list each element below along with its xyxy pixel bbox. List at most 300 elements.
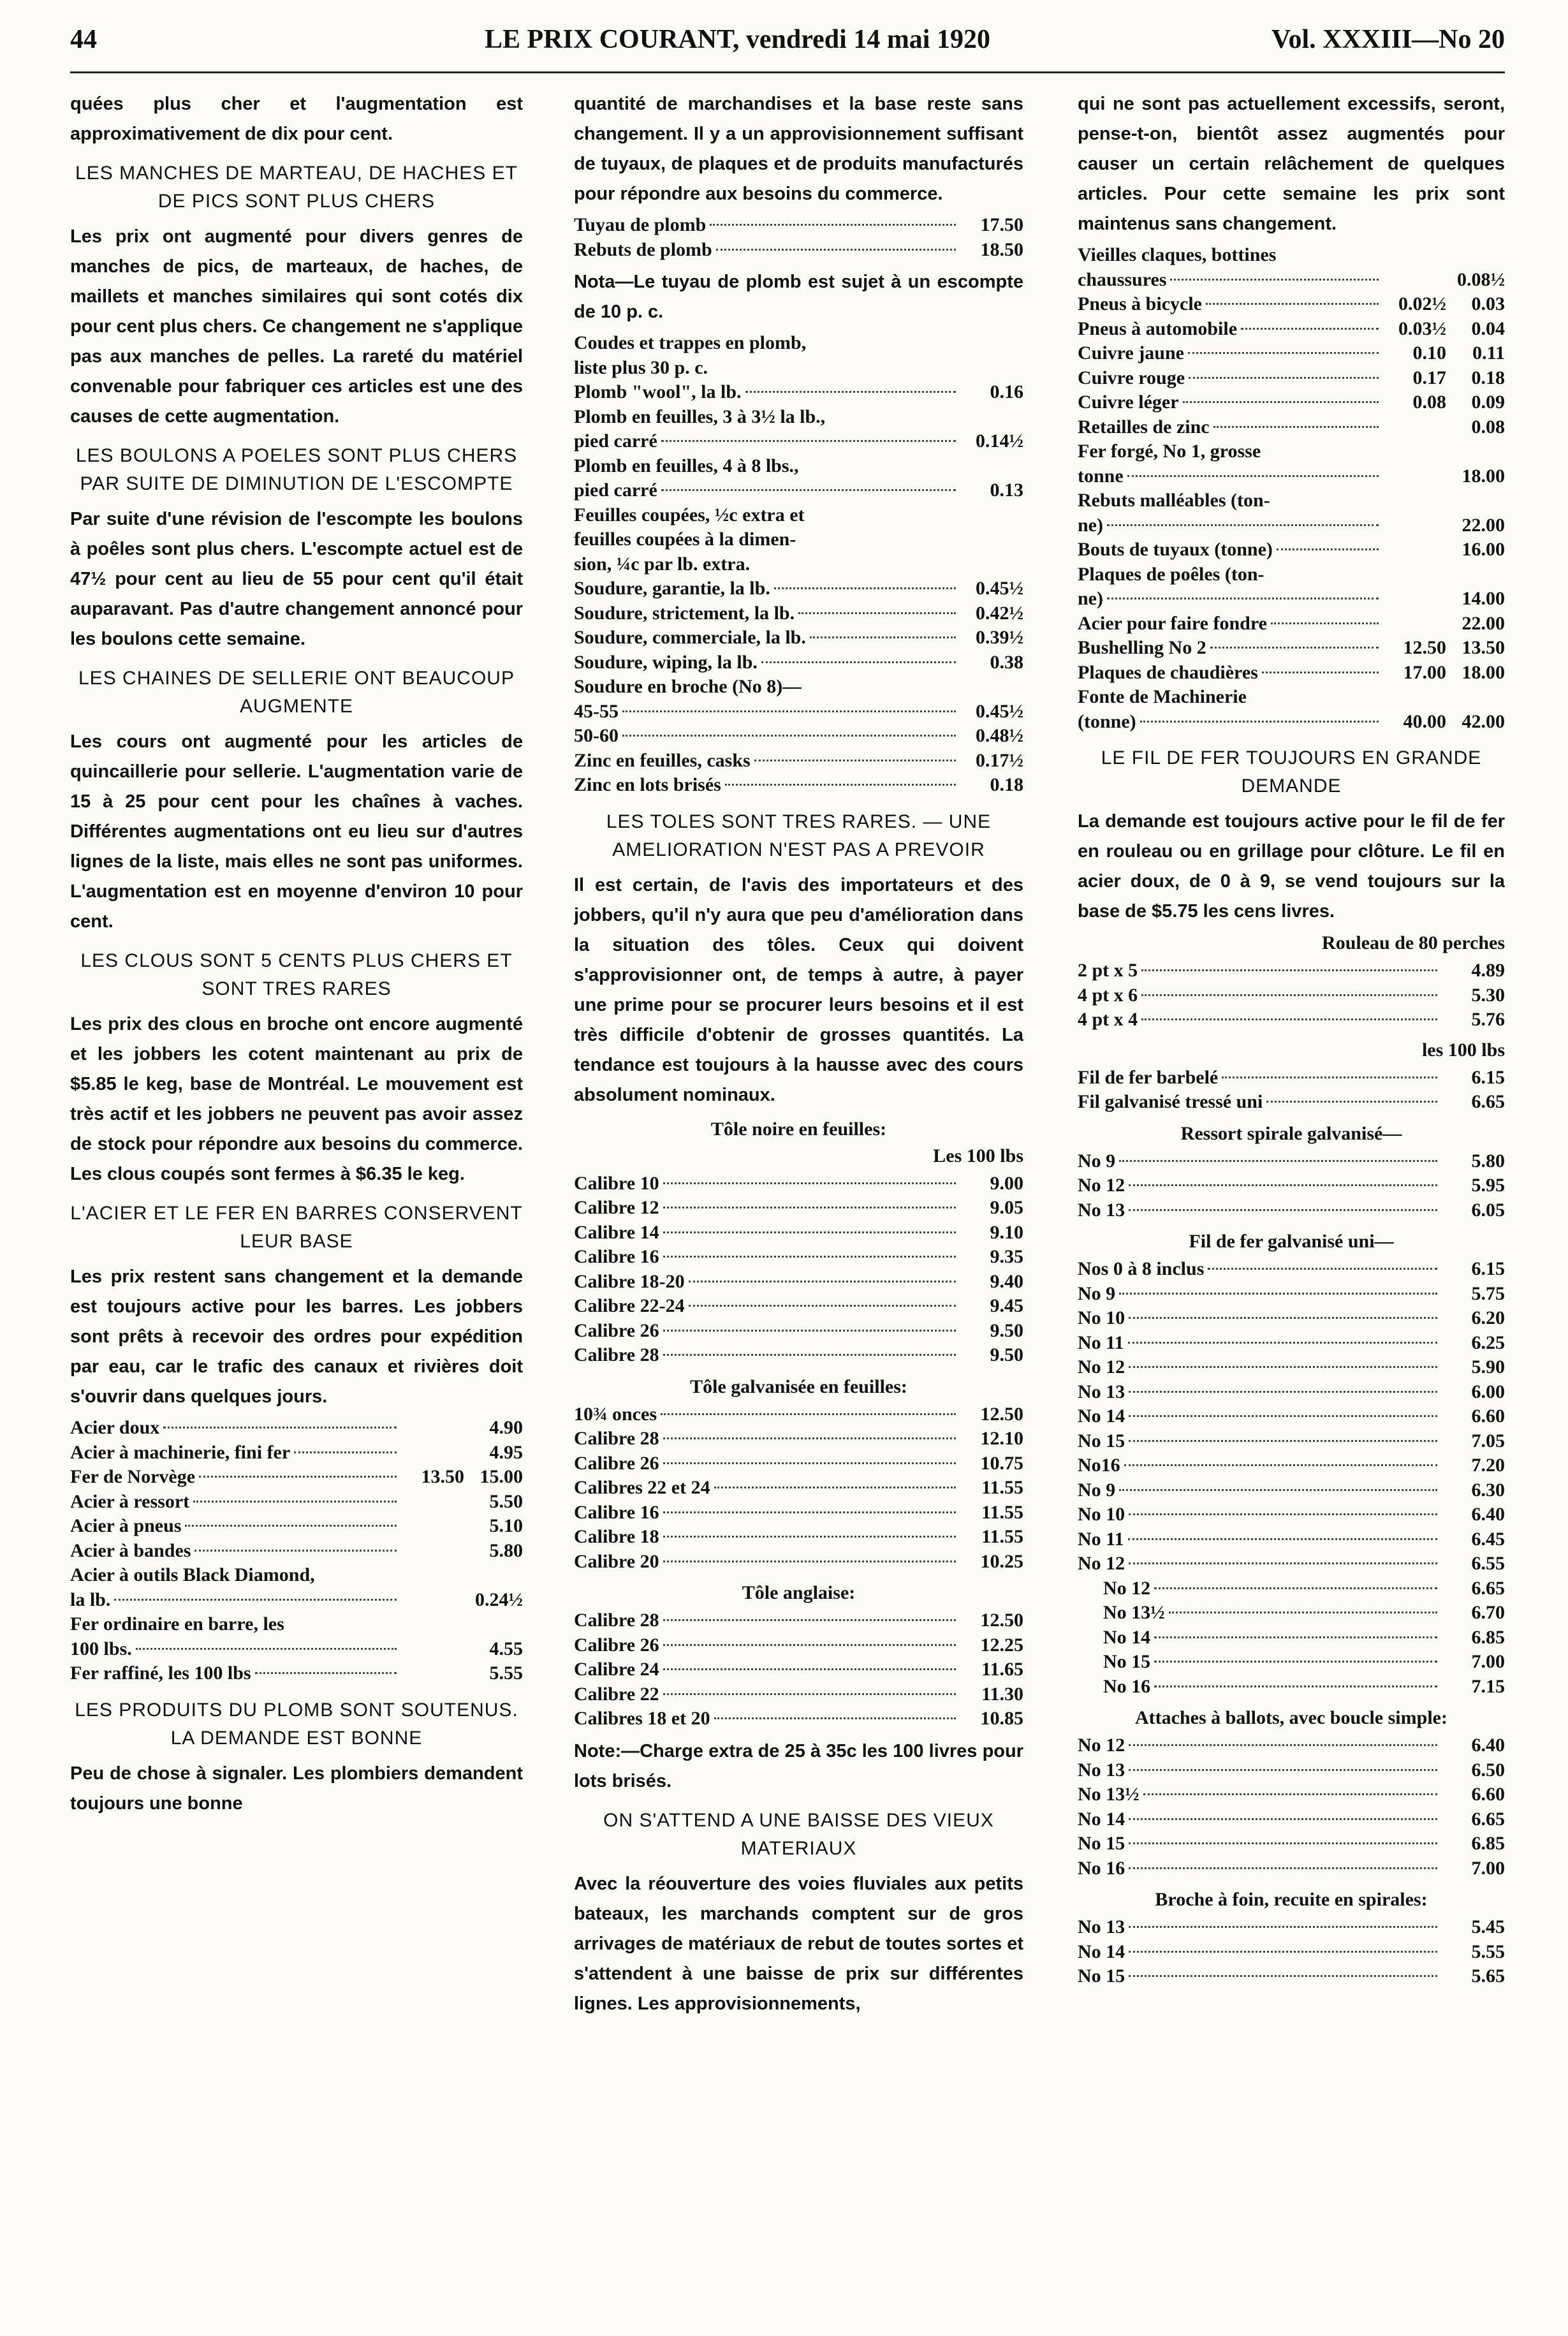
item-label: No 12 [1078, 1175, 1125, 1196]
leader-dots [1129, 1842, 1437, 1844]
item-label: Calibre 22 [574, 1683, 659, 1705]
item-label: Calibre 24 [574, 1659, 659, 1680]
price-value: 6.60 [1471, 1406, 1505, 1427]
price-row [1078, 710, 1505, 735]
page-number: 44 [70, 25, 97, 54]
price-value: 0.16 [990, 381, 1023, 402]
price-value: 5.75 [1471, 1282, 1505, 1304]
leader-dots [1119, 1160, 1437, 1162]
article-heading: L'ACIER ET LE FER EN BARRES CONSERVENT LEUR BASE [70, 1203, 523, 1252]
price-value-2: 15.00 [480, 1466, 523, 1487]
item-label: Acier pour faire fondre [1078, 612, 1267, 634]
price-value-2: 0.11 [1472, 342, 1505, 364]
price-value: 6.65 [1471, 1577, 1505, 1599]
item-label: Calibre 16 [574, 1501, 659, 1523]
leader-dots [810, 636, 956, 638]
item-label: No 12 [1078, 1735, 1125, 1756]
price-row [1078, 1404, 1505, 1429]
price-row [1078, 983, 1505, 1008]
table-subtitle: Tôle noire en feuilles: [710, 1118, 887, 1140]
price-value: 9.40 [990, 1270, 1023, 1292]
price-value: 12.50 [980, 1403, 1023, 1425]
price-row [574, 356, 1023, 381]
leader-dots [663, 1511, 956, 1513]
item-label: Calibre 20 [574, 1550, 659, 1572]
article-heading: LES CLOUS SONT 5 CENTS PLUS CHERS ET SONT TRES RARES [80, 950, 513, 999]
item-label: No 9 [1078, 1282, 1116, 1304]
price-row [574, 1294, 1023, 1319]
leader-dots [1129, 1209, 1437, 1211]
page-header [70, 24, 1505, 69]
item-label: Acier à machinerie, fini fer [70, 1441, 291, 1463]
item-label: No 13 [1078, 1759, 1125, 1781]
item-label: Calibre 28 [574, 1428, 659, 1449]
price-value: 0.10 [1412, 342, 1446, 364]
price-value-2: 4.95 [489, 1441, 523, 1463]
price-row [574, 331, 1023, 356]
item-label: Vieilles claques, bottines [1078, 244, 1277, 265]
leader-dots [1141, 994, 1437, 996]
price-row [70, 1416, 523, 1441]
item-label: Calibre 18-20 [574, 1270, 685, 1292]
price-row [574, 1657, 1023, 1682]
item-label: ne) [1078, 514, 1103, 536]
leader-dots [194, 1550, 397, 1552]
leader-dots [1154, 1686, 1437, 1687]
table-subtitle: Broche à foin, recuite en spirales: [1155, 1889, 1428, 1910]
leader-dots [1129, 1867, 1437, 1869]
leader-dots [1107, 598, 1379, 599]
price-row [574, 454, 1023, 479]
price-table-fil [1078, 959, 1505, 1032]
price-value: 6.05 [1471, 1199, 1505, 1221]
price-row [1078, 587, 1505, 612]
item-label: Fer forgé, No 1, grosse [1078, 441, 1261, 462]
price-row [1078, 1552, 1505, 1576]
leader-dots [622, 735, 956, 737]
price-row [1078, 1198, 1505, 1223]
price-table-attaches [1078, 1733, 1505, 1881]
leader-dots [1154, 1636, 1437, 1638]
price-row [574, 1245, 1023, 1270]
price-row [70, 1539, 523, 1564]
leader-dots [1129, 1951, 1437, 1953]
price-table-tole-galvanisee [574, 1402, 1023, 1575]
price-value-2: 14.00 [1462, 588, 1505, 609]
item-label: ne) [1078, 588, 1103, 609]
price-value: 9.35 [990, 1246, 1023, 1267]
price-value: 9.50 [990, 1319, 1023, 1341]
item-label: Tuyau de plomb [574, 214, 707, 235]
price-row [1078, 1380, 1505, 1405]
price-table-plomb [574, 213, 1023, 262]
unit-label: Les 100 lbs [933, 1145, 1023, 1166]
item-label: No 12 [1103, 1577, 1151, 1599]
price-value-2: 18.00 [1462, 465, 1505, 487]
leader-dots [689, 1305, 956, 1307]
leader-dots [1141, 969, 1437, 971]
price-value: 0.03½ [1398, 318, 1446, 339]
price-value: 7.00 [1471, 1857, 1505, 1879]
price-row [574, 552, 1023, 577]
paragraph: Les cours ont augmenté pour les articles de quincaillerie pour sellerie. L'augmentation varie de 15 à 25 pour cent pour les chaînes à vaches. Différentes augmentations ont eu lieu sur d'autres lignes de la liste, mais elles ne sont pas uniformes. L'augmentation est en moyenne d'environ 10 pour cent. [70, 731, 523, 932]
price-row [574, 650, 1023, 675]
price-value-2: 22.00 [1462, 612, 1505, 634]
leader-dots [1183, 401, 1379, 403]
leader-dots [1140, 721, 1379, 723]
price-value-2: 5.80 [489, 1539, 523, 1561]
header-rule [70, 71, 1505, 73]
price-value: 11.55 [981, 1477, 1023, 1498]
price-row [1078, 366, 1505, 391]
price-value: 5.55 [1471, 1941, 1505, 1962]
item-label: 4 pt x 4 [1078, 1009, 1138, 1030]
item-label: No 16 [1103, 1675, 1151, 1697]
item-label: No 12 [1078, 1553, 1125, 1574]
item-label: Fil galvanisé tressé uni [1078, 1091, 1263, 1112]
item-label: No 10 [1078, 1307, 1125, 1328]
item-label: Calibre 28 [574, 1610, 659, 1631]
price-value: 9.50 [990, 1344, 1023, 1365]
item-label: Calibres 22 et 24 [574, 1477, 710, 1498]
leader-dots [1128, 1342, 1437, 1344]
leader-dots [1206, 303, 1379, 305]
item-label: Fil de fer barbelé [1078, 1066, 1219, 1088]
item-label: Calibre 28 [574, 1344, 659, 1365]
price-row [1078, 538, 1505, 562]
price-row [70, 1588, 523, 1613]
leader-dots [754, 760, 956, 761]
price-row [1078, 685, 1505, 710]
leader-dots [774, 587, 956, 589]
price-row [1078, 390, 1505, 415]
item-label: No 14 [1078, 1941, 1125, 1962]
leader-dots [663, 1644, 956, 1646]
paragraph: Il est certain, de l'avis des importateurs et des jobbers, qu'il n'y aura que peu d'amélioration dans la situation des tôles. Ceux qui doivent s'approvisionner ont, de temps à autre, à payer une prime pour se procurer leurs besoins et il est très difficile d'obtenir de grosses quantités. La tendance est toujours à la hausse avec des cours absolument nominaux. [574, 874, 1023, 1105]
price-row [1078, 1856, 1505, 1881]
item-label: No 11 [1078, 1332, 1124, 1353]
item-label: Calibre 12 [574, 1197, 659, 1218]
price-row [70, 1661, 523, 1686]
newspaper-title: LE PRIX COURANT, vendredi 14 mai 1920 [485, 25, 990, 54]
item-label: Calibre 26 [574, 1634, 659, 1656]
volume-number: Vol. XXXIII—No 20 [1271, 25, 1505, 54]
price-row [1078, 1502, 1505, 1527]
item-label: liste plus 30 p. c. [574, 356, 708, 378]
leader-dots [1129, 1926, 1437, 1928]
leader-dots [185, 1525, 397, 1527]
price-value: 11.55 [981, 1526, 1023, 1547]
price-value: 5.80 [1471, 1150, 1505, 1172]
item-label: Plomb en feuilles, 4 à 8 lbs., [574, 455, 799, 476]
item-label: No16 [1078, 1455, 1120, 1476]
price-value: 5.90 [1471, 1356, 1505, 1377]
item-label: Calibre 16 [574, 1246, 659, 1267]
price-row [574, 1196, 1023, 1221]
leader-dots [1154, 1587, 1437, 1589]
price-value-2: 5.50 [489, 1490, 523, 1512]
price-value: 40.00 [1403, 710, 1446, 732]
price-row [1078, 612, 1505, 636]
leader-dots [1277, 548, 1379, 550]
leader-dots [1129, 1440, 1437, 1442]
leader-dots [1129, 1562, 1437, 1564]
leader-dots [1222, 1076, 1437, 1078]
leader-dots [1129, 1513, 1437, 1515]
leader-dots [663, 1231, 956, 1233]
item-label: Soudure en broche (No 8)— [574, 676, 802, 697]
item-label: feuilles coupées à la dimen- [574, 529, 796, 550]
item-label: Calibre 18 [574, 1526, 659, 1547]
item-label: Soudure, garantie, la lb. [574, 578, 770, 599]
article-heading: LES TOLES SONT TRES RARES. — UNE AMELIORATION N'EST PAS A PREVOIR [606, 811, 992, 860]
price-value: 0.45½ [976, 578, 1023, 599]
item-label: Fonte de Machinerie [1078, 686, 1247, 707]
leader-dots [622, 710, 956, 712]
item-label: Calibre 10 [574, 1172, 659, 1194]
price-row [1078, 1940, 1505, 1965]
leader-dots [663, 1536, 956, 1538]
item-label: No 14 [1078, 1808, 1125, 1830]
price-value: 4.89 [1471, 960, 1505, 981]
price-value: 6.40 [1471, 1504, 1505, 1525]
item-label: 2 pt x 5 [1078, 960, 1138, 981]
item-label: Soudure, strictement, la lb. [574, 602, 795, 624]
price-row [1078, 1429, 1505, 1454]
paragraph: Avec la réouverture des voies fluviales aux petits bateaux, les marchands comptent sur de gros arrivages de matériaux de rebut de toutes sortes et s'attendent à une baisse de prix sur différentes lignes. Les approvisionnements, [574, 1873, 1023, 2014]
price-row [574, 380, 1023, 405]
leader-dots [663, 1693, 956, 1695]
price-value: 0.08 [1412, 392, 1446, 413]
price-value: 0.45½ [976, 700, 1023, 722]
price-value: 10.85 [980, 1708, 1023, 1729]
item-label: Acier doux [70, 1417, 160, 1438]
price-row [574, 749, 1023, 774]
paragraph: qui ne sont pas actuellement excessifs, seront, pense-t-on, bientôt assez augmentés pour causer un certain relâchement de quelques articles. Pour cette semaine les prix sont maintenus sans changement. [1078, 94, 1505, 234]
price-value: 6.40 [1471, 1735, 1505, 1756]
item-label: No 10 [1078, 1504, 1125, 1525]
note: Nota—Le tuyau de plomb est sujet à un escompte de 10 p. c. [574, 272, 1023, 322]
price-row [70, 1612, 523, 1637]
price-value: 10.75 [980, 1452, 1023, 1474]
table-subtitle: Ressort spirale galvanisé— [1180, 1122, 1402, 1144]
price-row [574, 1221, 1023, 1245]
leader-dots [136, 1648, 397, 1650]
price-value-2: 0.04 [1471, 318, 1505, 339]
price-value: 0.14½ [976, 430, 1023, 452]
table-subtitle: Tôle galvanisée en feuilles: [690, 1376, 907, 1397]
article-heading: ON S'ATTEND A UNE BAISSE DES VIEUX MATERIAUX [603, 1809, 994, 1859]
price-value: 9.05 [990, 1197, 1023, 1218]
item-label: Plaques de poêles (ton- [1078, 563, 1264, 585]
item-label: No 13 [1078, 1199, 1125, 1221]
leader-dots [114, 1599, 397, 1601]
leader-dots [1271, 622, 1379, 624]
leader-dots [663, 1619, 956, 1621]
paragraph: quées plus cher et l'augmentation est approximativement de dix pour cent. [70, 94, 523, 144]
price-row [1078, 1807, 1505, 1832]
item-label: Calibre 26 [574, 1319, 659, 1341]
leader-dots [1107, 524, 1379, 526]
price-row [574, 478, 1023, 503]
leader-dots [193, 1501, 397, 1502]
item-label: Feuilles coupées, ½c extra et [574, 504, 805, 525]
item-label: Rebuts malléables (ton- [1078, 490, 1270, 511]
leader-dots [663, 1330, 956, 1332]
price-row [1078, 1527, 1505, 1552]
leader-dots [1128, 1538, 1437, 1540]
price-row [1078, 562, 1505, 587]
leader-dots [761, 661, 956, 663]
item-label: Fer ordinaire en barre, les [70, 1613, 284, 1634]
article-heading: LES PRODUITS DU PLOMB SONT SOUTENUS. LA DEMANDE EST BONNE [75, 1699, 518, 1749]
price-row [1078, 415, 1505, 440]
item-label: Plaques de chaudières [1078, 661, 1258, 683]
price-row [70, 1490, 523, 1515]
leader-dots [1129, 1391, 1437, 1393]
item-label: Calibre 14 [574, 1221, 659, 1243]
price-value: 13.50 [421, 1466, 464, 1487]
leader-dots [716, 249, 956, 251]
price-row [1078, 1149, 1505, 1174]
price-row [1078, 268, 1505, 293]
leader-dots [663, 1462, 956, 1464]
leader-dots [1129, 1769, 1437, 1771]
leader-dots [745, 391, 956, 393]
price-row [1078, 1282, 1505, 1307]
price-row [1078, 439, 1505, 464]
price-row [1078, 1331, 1505, 1356]
leader-dots [689, 1281, 956, 1282]
item-label: Soudure, commerciale, la lb. [574, 627, 806, 648]
leader-dots [663, 1256, 956, 1258]
price-row [1078, 1090, 1505, 1115]
leader-dots [294, 1451, 397, 1453]
price-row [1078, 464, 1505, 489]
leader-dots [1127, 475, 1379, 477]
price-value-2: 0.03 [1471, 293, 1505, 314]
price-value: 12.10 [980, 1428, 1023, 1449]
price-row [1078, 1355, 1505, 1380]
price-row [574, 700, 1023, 724]
price-value-2: 0.08½ [1457, 268, 1505, 290]
item-label: Acier à ressort [70, 1490, 190, 1512]
price-value: 0.17 [1412, 367, 1446, 388]
leader-dots [1129, 1415, 1437, 1417]
price-value: 12.25 [980, 1634, 1023, 1656]
leader-dots [714, 1717, 956, 1719]
leader-dots [1170, 279, 1379, 281]
price-value: 0.02½ [1398, 293, 1446, 314]
price-row [1078, 513, 1505, 538]
leader-dots [1169, 1612, 1437, 1613]
paragraph: Les prix ont augmenté pour divers genres de manches de pics, de marteaux, de haches, de maillets et manches similaires qui sont cotés dix pour cent plus chers. Ce changement ne s'applique pas aux manches de pelles. La rareté du matériel convenable pour fabriquer ces articles est une des causes de cette augmentation. [70, 226, 523, 427]
price-row [574, 1707, 1023, 1731]
price-row [1078, 1675, 1505, 1700]
price-row [70, 1514, 523, 1539]
paragraph: Les prix restent sans changement et la demande est toujours active pour les barres. Les jobbers sont prêts à recevoir des ordres pour expédition par eau, car le trafic des canaux et rivières doit s'ouvrir dans quelques jours. [70, 1267, 523, 1407]
price-row [1078, 1832, 1505, 1856]
item-label: No 13 [1078, 1916, 1125, 1937]
price-row [574, 238, 1023, 263]
item-label: Zinc en lots brisés [574, 774, 721, 795]
price-row [1078, 1173, 1505, 1198]
leader-dots [1266, 1101, 1437, 1103]
price-value: 6.65 [1471, 1091, 1505, 1112]
price-row [574, 1270, 1023, 1295]
price-value-2: 0.18 [1471, 367, 1505, 388]
item-label: Plomb en feuilles, 3 à 3½ la lb., [574, 406, 826, 427]
item-label: la lb. [70, 1589, 111, 1610]
leader-dots [1210, 647, 1379, 649]
price-value: 9.00 [990, 1172, 1023, 1194]
paragraph: Peu de chose à signaler. Les plombiers demandent toujours une bonne [70, 1763, 523, 1814]
price-value: 6.85 [1471, 1833, 1505, 1854]
price-value: 12.50 [1403, 637, 1446, 658]
price-row [1078, 959, 1505, 983]
price-row [1078, 636, 1505, 661]
price-row [1078, 243, 1505, 268]
leader-dots [1129, 1975, 1437, 1977]
item-label: (tonne) [1078, 710, 1136, 732]
item-label: chaussures [1078, 268, 1167, 290]
item-label: Zinc en feuilles, casks [574, 749, 751, 771]
price-row [1078, 317, 1505, 342]
leader-dots [714, 1487, 956, 1488]
price-value: 6.15 [1471, 1066, 1505, 1088]
leader-dots [1154, 1661, 1437, 1663]
unit-label: Rouleau de 80 perches [1322, 932, 1505, 953]
leader-dots [1129, 1818, 1437, 1820]
item-label: Rebuts de plomb [574, 239, 712, 260]
item-label: Calibres 18 et 20 [574, 1708, 710, 1729]
item-label: No 16 [1078, 1857, 1125, 1879]
price-row [1078, 1964, 1505, 1989]
price-row [1078, 1453, 1505, 1478]
price-row [1078, 1758, 1505, 1783]
price-value-2: 16.00 [1462, 539, 1505, 560]
item-label: Fer raffiné, les 100 lbs [70, 1663, 251, 1684]
leader-dots [663, 1182, 956, 1184]
price-value-2: 0.08 [1471, 416, 1505, 437]
price-row [574, 1682, 1023, 1707]
price-value: 0.17½ [976, 749, 1023, 771]
item-label: No 9 [1078, 1479, 1116, 1501]
item-label: No 14 [1078, 1406, 1125, 1427]
price-value-2: 18.00 [1462, 661, 1505, 683]
item-label: 45-55 [574, 700, 619, 722]
leader-dots [663, 1207, 956, 1208]
price-value: 0.13 [990, 480, 1023, 501]
price-value: 6.25 [1471, 1332, 1505, 1353]
paragraph: Les prix des clous en broche ont encore augmenté et les jobbers les cotent maintenant au prix de $5.85 le keg, base de Montréal. Le mouvement est très actif et les jobbers ne peuvent pas avoir assez de stock pour répondre aux besoins du commerce. Les clous coupés sont fermes à $6.35 le keg. [70, 1014, 523, 1184]
price-row [70, 1441, 523, 1466]
price-row [574, 577, 1023, 601]
item-label: Bouts de tuyaux (tonne) [1078, 539, 1273, 560]
price-value-2: 0.09 [1471, 392, 1505, 413]
paragraph: Par suite d'une révision de l'escompte les boulons à poêles sont plus chers. L'escompte actuel est de 47½ pour cent au lieu de 55 pour cent qu'il était auparavant. Pas d'autre changement annoncé pour les boulons cette semaine. [70, 509, 523, 649]
article-heading: LES BOULONS A POELES SONT PLUS CHERS PAR SUITE DE DIMINUTION DE L'ESCOMPTE [75, 445, 518, 494]
price-row [1078, 1066, 1505, 1091]
unit-label: les 100 lbs [1421, 1039, 1505, 1061]
price-row [1078, 1601, 1505, 1626]
price-row [574, 675, 1023, 700]
price-row [1078, 1576, 1505, 1601]
price-row [574, 1451, 1023, 1476]
price-value: 5.30 [1471, 984, 1505, 1006]
leader-dots [1208, 1268, 1437, 1270]
item-label: Cuivre rouge [1078, 367, 1185, 388]
